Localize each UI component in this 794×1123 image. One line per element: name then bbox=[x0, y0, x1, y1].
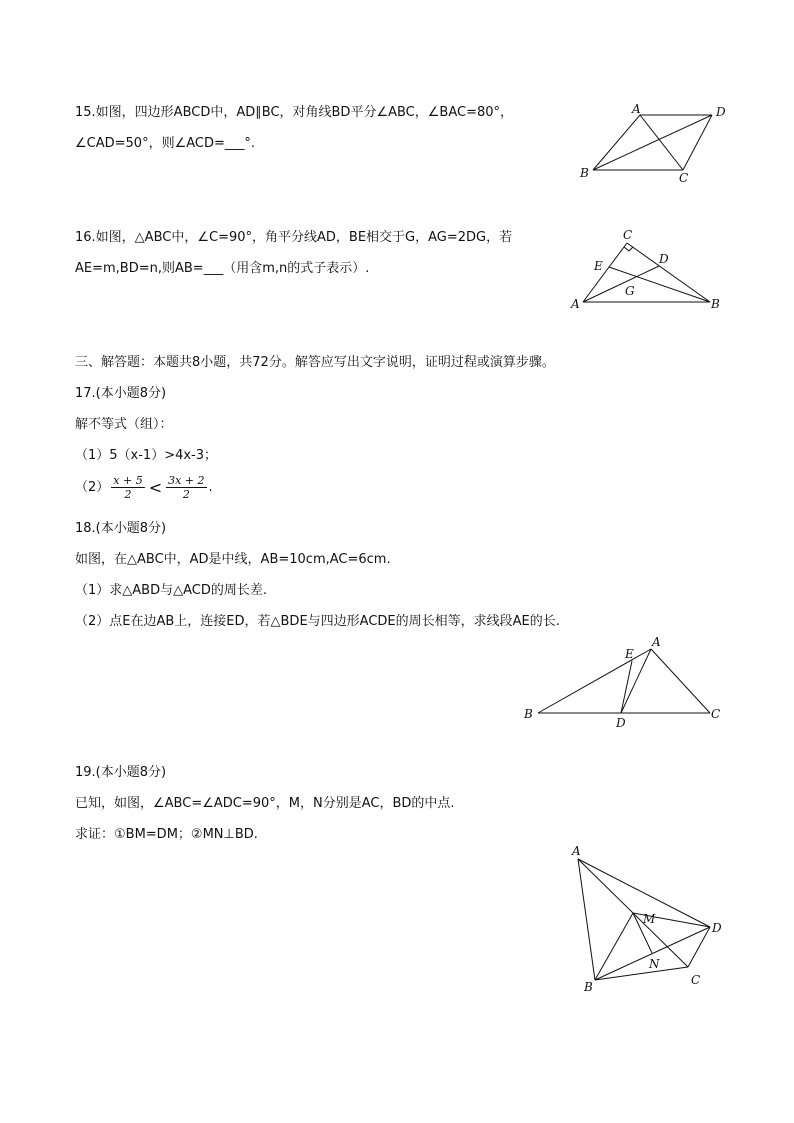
segment-cd bbox=[683, 115, 712, 170]
label-d: D bbox=[659, 252, 669, 266]
fraction-left-numerator: x + 5 bbox=[113, 474, 143, 487]
less-than-sign: < bbox=[148, 477, 163, 497]
segment-ac bbox=[583, 243, 627, 302]
q19-heading: 19.(本小题8分) bbox=[75, 765, 167, 780]
segment-ab bbox=[578, 859, 595, 980]
label-b: B bbox=[584, 980, 593, 994]
q17-prompt: 解不等式（组）： bbox=[75, 417, 173, 432]
label-c: C bbox=[679, 171, 689, 185]
q15-line2: ∠CAD=50°，则∠ACD=___°. bbox=[75, 136, 256, 151]
label-a: A bbox=[571, 297, 580, 311]
q15-line1: 15.如图，四边形ABCD中，AD∥BC，对角线BD平分∠ABC，∠BAC=80°， bbox=[75, 105, 514, 120]
label-b: B bbox=[711, 297, 720, 311]
segment-ba bbox=[538, 649, 651, 713]
figure-q16-svg bbox=[565, 225, 730, 315]
q16-line1: 16.如图，△ABC中，∠C=90°，角平分线AD，BE相交于G，AG=2DG，若 bbox=[75, 230, 513, 245]
label-c: C bbox=[623, 228, 633, 242]
label-a: A bbox=[652, 635, 661, 649]
label-b: B bbox=[524, 707, 533, 721]
label-g: G bbox=[625, 284, 635, 298]
label-m: M bbox=[643, 912, 656, 926]
fraction-right bbox=[166, 474, 206, 501]
figure-q18 bbox=[520, 632, 730, 732]
q17-part2-label: （2） bbox=[75, 480, 110, 495]
label-e: E bbox=[594, 259, 603, 273]
figure-q19-svg bbox=[565, 843, 735, 998]
segment-ac bbox=[651, 649, 710, 713]
segment-bm bbox=[595, 913, 633, 980]
label-d: D bbox=[716, 105, 726, 119]
q17-part1: （1）5（x-1）>4x-3； bbox=[75, 448, 218, 463]
segment-bd bbox=[593, 115, 712, 170]
label-n: N bbox=[649, 957, 660, 971]
q17-heading: 17.(本小题8分) bbox=[75, 386, 167, 401]
figure-q15 bbox=[575, 100, 735, 185]
label-a: A bbox=[572, 844, 581, 858]
label-a: A bbox=[632, 102, 641, 116]
segment-cd bbox=[688, 927, 710, 967]
figure-q19 bbox=[565, 843, 735, 998]
q16-line2: AE=m,BD=n,则AB=___（用含m,n的式子表示）. bbox=[75, 261, 370, 276]
q18-part1: （1）求△ABD与△ACD的周长差. bbox=[75, 583, 267, 598]
q17-part2 bbox=[75, 474, 213, 501]
figure-q16 bbox=[565, 225, 730, 315]
figure-q18-svg bbox=[520, 632, 730, 732]
label-d: D bbox=[712, 921, 722, 935]
label-c: C bbox=[711, 707, 721, 721]
label-e: E bbox=[625, 647, 634, 661]
figure-q15-svg bbox=[575, 100, 735, 185]
right-angle-mark bbox=[624, 247, 633, 251]
segment-ab bbox=[593, 115, 640, 170]
fraction-left bbox=[111, 474, 144, 501]
label-c: C bbox=[691, 973, 701, 987]
label-b: B bbox=[580, 166, 589, 180]
q19-line1: 已知，如图，∠ABC=∠ADC=90°，M，N分别是AC，BD的中点. bbox=[75, 796, 455, 811]
fraction-right-denominator: 2 bbox=[182, 488, 190, 501]
q18-part2: （2）点E在边AB上，连接ED，若△BDE与四边形ACDE的周长相等，求线段AE的长. bbox=[75, 614, 560, 629]
fraction-right-numerator: 3x + 2 bbox=[168, 474, 205, 487]
section-3-heading: 三、解答题：本题共8小题，共72分。解答应写出文字说明，证明过程或演算步骤。 bbox=[75, 355, 555, 370]
q19-line2: 求证：①BM=DM；②MN⊥BD. bbox=[75, 827, 258, 842]
q18-heading: 18.(本小题8分) bbox=[75, 521, 167, 536]
q17-part2-end: . bbox=[208, 480, 213, 495]
fraction-left-denominator: 2 bbox=[124, 488, 132, 501]
label-d: D bbox=[616, 716, 626, 730]
segment-ed bbox=[621, 661, 632, 713]
q18-line1: 如图，在△ABC中，AD是中线，AB=10cm,AC=6cm. bbox=[75, 552, 391, 567]
segment-ac bbox=[640, 115, 683, 170]
